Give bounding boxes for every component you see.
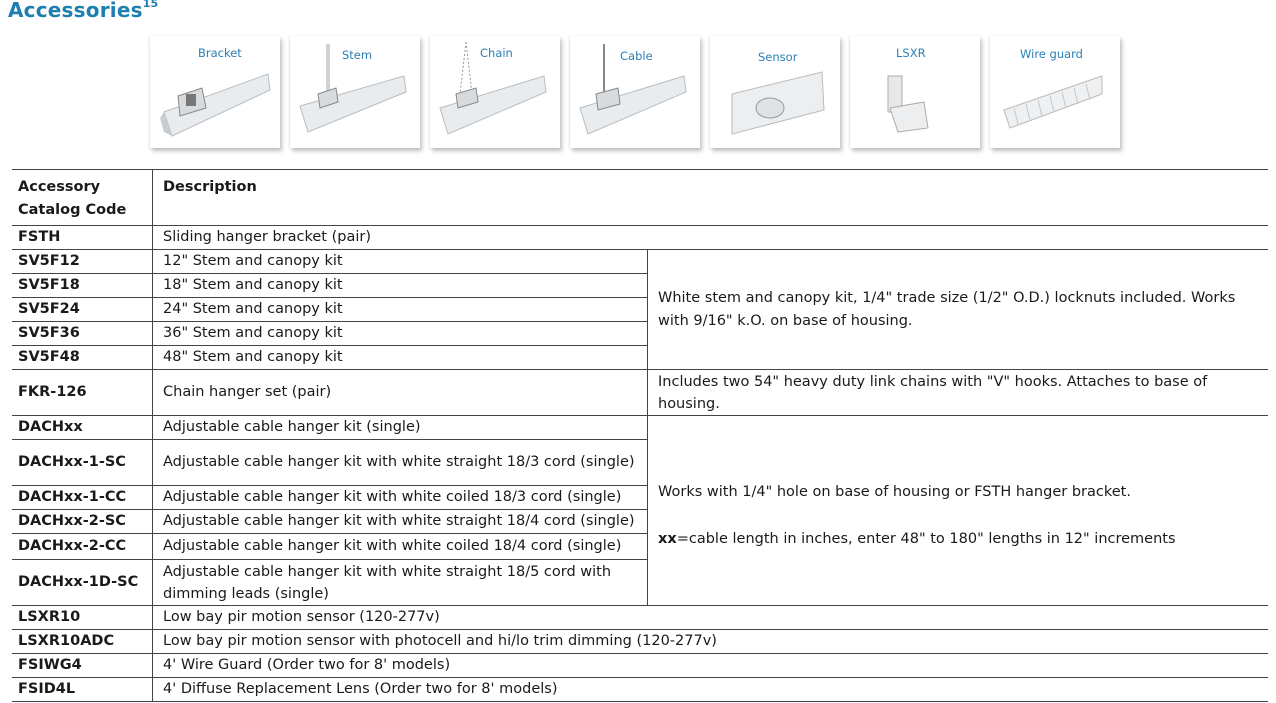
row-description: Low bay pir motion sensor (120-277v) (153, 606, 1269, 630)
header-accessory-code: Accessory Catalog Code (12, 170, 153, 226)
table-row (12, 630, 1268, 654)
row-code: SV5F12 (12, 250, 153, 274)
row-code: DACHxx-2-SC (12, 510, 153, 534)
row-code: FSID4L (12, 678, 153, 702)
thumbnail-label: Bracket (198, 46, 242, 60)
row-code: LSXR10ADC (12, 630, 153, 654)
row-description: 36" Stem and canopy kit (153, 322, 648, 346)
cable-note-rest: =cable length in inches, enter 48" to 180" lengths in 12" increments (676, 530, 1176, 547)
accessories-table (12, 169, 1268, 702)
thumbnail-label: Wire guard (1020, 47, 1083, 61)
row-code: DACHxx-1-SC (12, 440, 153, 486)
row-description: Adjustable cable hanger kit (single) (153, 416, 648, 440)
table-row (12, 416, 1268, 440)
row-description: 12" Stem and canopy kit (153, 250, 648, 274)
row-code: SV5F36 (12, 322, 153, 346)
thumbnail-label: Chain (480, 46, 513, 60)
row-description: Adjustable cable hanger kit with white coiled 18/3 cord (single) (153, 486, 648, 510)
table-row (12, 226, 1268, 250)
thumbnail-label: LSXR (896, 46, 926, 60)
row-description: 18" Stem and canopy kit (153, 274, 648, 298)
thumbnail-label: Sensor (758, 50, 798, 64)
thumbnail-label: Cable (620, 49, 653, 63)
header-description: Description (153, 170, 1269, 226)
cable-note-line2 (658, 528, 1262, 551)
row-description: Chain hanger set (pair) (153, 370, 648, 416)
row-code: SV5F18 (12, 274, 153, 298)
row-code: DACHxx-1D-SC (12, 560, 153, 606)
table-row (12, 654, 1268, 678)
row-description: Adjustable cable hanger kit with white straight 18/3 cord (single) (153, 440, 648, 486)
table-header-row (12, 170, 1268, 226)
thumbnail-chain (430, 36, 560, 148)
row-description: Low bay pir motion sensor with photocell and hi/lo trim dimming (120-277v) (153, 630, 1269, 654)
stem-note: White stem and canopy kit, 1/4" trade size (1/2" O.D.) locknuts included. Works with 9/16" k.O. on base of housing. (648, 250, 1269, 370)
table-row (12, 250, 1268, 274)
row-description: 4' Diffuse Replacement Lens (Order two for 8' models) (153, 678, 1269, 702)
chain-note: Includes two 54" heavy duty link chains with "V" hooks. Attaches to base of housing. (648, 370, 1269, 416)
cable-note-xx: xx (658, 530, 677, 547)
table-row (12, 678, 1268, 702)
row-code: DACHxx (12, 416, 153, 440)
row-code: SV5F48 (12, 346, 153, 370)
page-title: Accessories$^{15}$ (8, 0, 159, 22)
row-code: SV5F24 (12, 298, 153, 322)
row-description: 4' Wire Guard (Order two for 8' models) (153, 654, 1269, 678)
table-row (12, 370, 1268, 416)
row-description: Sliding hanger bracket (pair) (153, 226, 1269, 250)
cable-note (648, 416, 1269, 606)
thumbnail-label: Stem (342, 48, 373, 62)
row-code: FKR-126 (12, 370, 153, 416)
row-description: Adjustable cable hanger kit with white coiled 18/4 cord (single) (153, 534, 648, 560)
thumbnail-wire-guard (990, 36, 1120, 148)
row-description: Adjustable cable hanger kit with white straight 18/5 cord with dimming leads (single) (153, 560, 648, 606)
cable-note-line1: Works with 1/4" hole on base of housing or FSTH hanger bracket. (658, 483, 1131, 500)
row-code: FSIWG4 (12, 654, 153, 678)
table-row (12, 606, 1268, 630)
row-description: 24" Stem and canopy kit (153, 298, 648, 322)
row-description: Adjustable cable hanger kit with white straight 18/4 cord (single) (153, 510, 648, 534)
row-description: 48" Stem and canopy kit (153, 346, 648, 370)
thumbnail-lsxr (850, 36, 980, 148)
row-code: DACHxx-2-CC (12, 534, 153, 560)
thumbnail-cable (570, 36, 700, 148)
thumbnail-stem (290, 36, 420, 148)
row-code: FSTH (12, 226, 153, 250)
row-code: LSXR10 (12, 606, 153, 630)
row-code: DACHxx-1-CC (12, 486, 153, 510)
thumbnail-bracket (150, 36, 280, 148)
thumbnail-sensor (710, 36, 840, 148)
